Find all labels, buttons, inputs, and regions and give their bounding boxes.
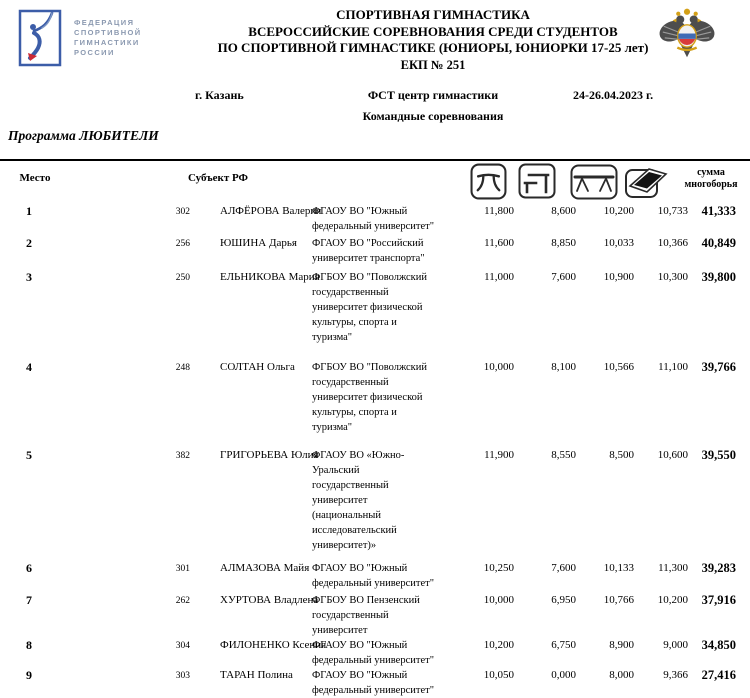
uneven-bars-score: 0,000 <box>551 669 576 681</box>
floor-score: 9,366 <box>663 669 688 681</box>
vault-score: 10,050 <box>483 669 514 681</box>
city: г. Казань <box>195 88 244 102</box>
total-score: 39,766 <box>701 360 736 374</box>
place-cell: 7 <box>26 593 32 607</box>
total-score: 39,800 <box>701 270 736 284</box>
col-header-total-line1: сумма <box>697 167 725 178</box>
table-row <box>0 593 750 638</box>
floor-score: 10,733 <box>657 205 688 217</box>
venue: ФСТ центр гимнастики <box>367 88 499 102</box>
balance-beam-score: 8,900 <box>609 639 634 651</box>
vault-score: 11,900 <box>484 449 514 461</box>
table-row <box>0 236 750 266</box>
place-cell: 5 <box>26 448 32 462</box>
athlete-name: АЛФЁРОВА Валерия <box>220 205 322 217</box>
bib-number: 302 <box>175 207 190 217</box>
place-cell: 2 <box>26 236 32 250</box>
uneven-bars-score: 8,550 <box>551 449 576 461</box>
federation-logo <box>18 8 64 68</box>
place-cell: 9 <box>26 668 32 682</box>
place-cell: 4 <box>26 360 32 374</box>
balance-beam-score: 10,033 <box>603 237 634 249</box>
team-name: ФГАОУ ВО «Южно-Уральский государственный университет (национальный исследовательский университет)» <box>312 450 405 551</box>
floor-score: 11,300 <box>658 562 688 574</box>
balance-beam-score: 10,566 <box>603 361 634 373</box>
ekp-number: ЕКП № 251 <box>400 57 466 72</box>
team-name: ФГАОУ ВО "Южный федеральный университет" <box>312 670 434 696</box>
bib-number: 256 <box>175 239 190 249</box>
athlete-name: СОЛТАН Ольга <box>220 361 295 373</box>
athlete-name: ФИЛОНЕНКО Ксения <box>220 639 327 651</box>
balance-beam-score: 8,500 <box>609 449 634 461</box>
bib-number: 301 <box>175 564 190 574</box>
table-row <box>0 561 750 591</box>
floor-score: 10,366 <box>657 237 688 249</box>
place-cell: 6 <box>26 561 32 575</box>
uneven-bars-score: 6,750 <box>551 639 576 651</box>
vault-score: 11,000 <box>484 271 514 283</box>
col-header-total <box>678 167 744 190</box>
vault-icon <box>470 163 507 205</box>
results-rows <box>0 204 750 698</box>
col-header-place: Место <box>19 172 51 184</box>
balance-beam-score: 10,200 <box>603 205 634 217</box>
athlete-name: ТАРАН Полина <box>220 669 293 681</box>
competition-title <box>170 7 696 73</box>
place-cell: 1 <box>26 204 32 218</box>
table-row <box>0 360 750 435</box>
vault-score: 11,800 <box>484 205 514 217</box>
balance-beam-score: 10,766 <box>603 594 634 606</box>
balance-beam-score: 10,133 <box>603 562 634 574</box>
athlete-name: ГРИГОРЬЕВА Юлия <box>220 449 319 461</box>
team-name: ФГАОУ ВО "Южный федеральный университет" <box>312 206 434 232</box>
total-score: 41,333 <box>701 204 736 218</box>
floor-icon <box>622 161 668 206</box>
title-line-1: СПОРТИВНАЯ ГИМНАСТИКА <box>336 7 530 22</box>
bib-number: 303 <box>175 671 190 681</box>
total-score: 39,283 <box>701 561 736 575</box>
athlete-name: ХУРТОВА Владлена <box>220 594 319 606</box>
floor-score: 9,000 <box>663 639 688 651</box>
bib-number: 304 <box>175 641 190 651</box>
uneven-bars-score: 7,600 <box>551 562 576 574</box>
uneven-bars-score: 8,100 <box>551 361 576 373</box>
place-cell: 8 <box>26 638 32 652</box>
total-score: 27,416 <box>701 668 736 682</box>
table-row <box>0 204 750 234</box>
place-cell: 3 <box>26 270 32 284</box>
federation-name-line: ФЕДЕРАЦИЯ <box>74 18 135 27</box>
total-score: 40,849 <box>701 236 736 250</box>
team-name: ФГАОУ ВО "Южный федеральный университет" <box>312 563 434 589</box>
team-name: ФГБОУ ВО Пензенский государственный университет <box>312 595 420 636</box>
table-row <box>0 638 750 668</box>
bib-number: 382 <box>175 451 190 461</box>
uneven-bars-score: 8,850 <box>551 237 576 249</box>
table-row <box>0 668 750 698</box>
uneven-bars-score: 6,950 <box>551 594 576 606</box>
bib-number: 250 <box>175 273 190 283</box>
team-name: ФГБОУ ВО "Поволжский государственный университет физической культуры, спорта и туризма" <box>312 272 428 343</box>
floor-score: 10,300 <box>657 271 688 283</box>
floor-score: 10,600 <box>657 449 688 461</box>
table-row <box>0 270 750 345</box>
total-score: 39,550 <box>701 448 736 462</box>
title-line-3: ПО СПОРТИВНОЙ ГИМНАСТИКЕ (ЮНИОРЫ, ЮНИОРКИ 17-25 лет) <box>217 40 649 55</box>
vault-score: 10,000 <box>483 361 514 373</box>
program-title: Программа ЛЮБИТЕЛИ <box>8 128 159 143</box>
athlete-name: АЛМАЗОВА Майя <box>220 562 310 574</box>
federation-name <box>74 18 142 58</box>
bib-number: 248 <box>175 363 190 373</box>
athlete-name: ЕЛЬНИКОВА Мария <box>220 271 320 283</box>
dates: 24-26.04.2023 г. <box>573 88 654 102</box>
vault-score: 10,250 <box>483 562 514 574</box>
vault-score: 10,000 <box>483 594 514 606</box>
table-row <box>0 448 750 553</box>
bib-number: 262 <box>175 596 190 606</box>
uneven-bars-icon <box>518 163 556 205</box>
gymnast-logo-icon <box>18 8 64 68</box>
uneven-bars-score: 8,600 <box>551 205 576 217</box>
athlete-name: ЮШИНА Дарья <box>220 237 297 249</box>
total-score: 34,850 <box>701 638 736 652</box>
total-score: 37,916 <box>701 593 736 607</box>
federation-name-line: ГИМНАСТИКИ <box>74 38 140 47</box>
team-name: ФГАОУ ВО "Российский университет транспорта" <box>312 238 425 264</box>
floor-score: 10,200 <box>657 594 688 606</box>
team-name: ФГБОУ ВО "Поволжский государственный университет физической культуры, спорта и туризма" <box>312 362 428 433</box>
competition-type: Командные соревнования <box>362 109 504 123</box>
balance-beam-icon <box>570 164 618 205</box>
col-header-subject: Субъект РФ <box>187 172 249 184</box>
team-name: ФГАОУ ВО "Южный федеральный университет" <box>312 640 434 666</box>
vault-score: 11,600 <box>484 237 514 249</box>
title-line-2: ВСЕРОССИЙСКИЕ СОРЕВНОВАНИЯ СРЕДИ СТУДЕНТОВ <box>248 23 618 39</box>
col-header-total-line2: многоборья <box>684 178 738 190</box>
vault-score: 10,200 <box>483 639 514 651</box>
balance-beam-score: 8,000 <box>609 669 634 681</box>
uneven-bars-score: 7,600 <box>551 271 576 283</box>
federation-name-line: РОССИИ <box>74 48 115 57</box>
floor-score: 11,100 <box>658 361 688 373</box>
federation-name-line: СПОРТИВНОЙ <box>74 28 142 37</box>
balance-beam-score: 10,900 <box>603 271 634 283</box>
